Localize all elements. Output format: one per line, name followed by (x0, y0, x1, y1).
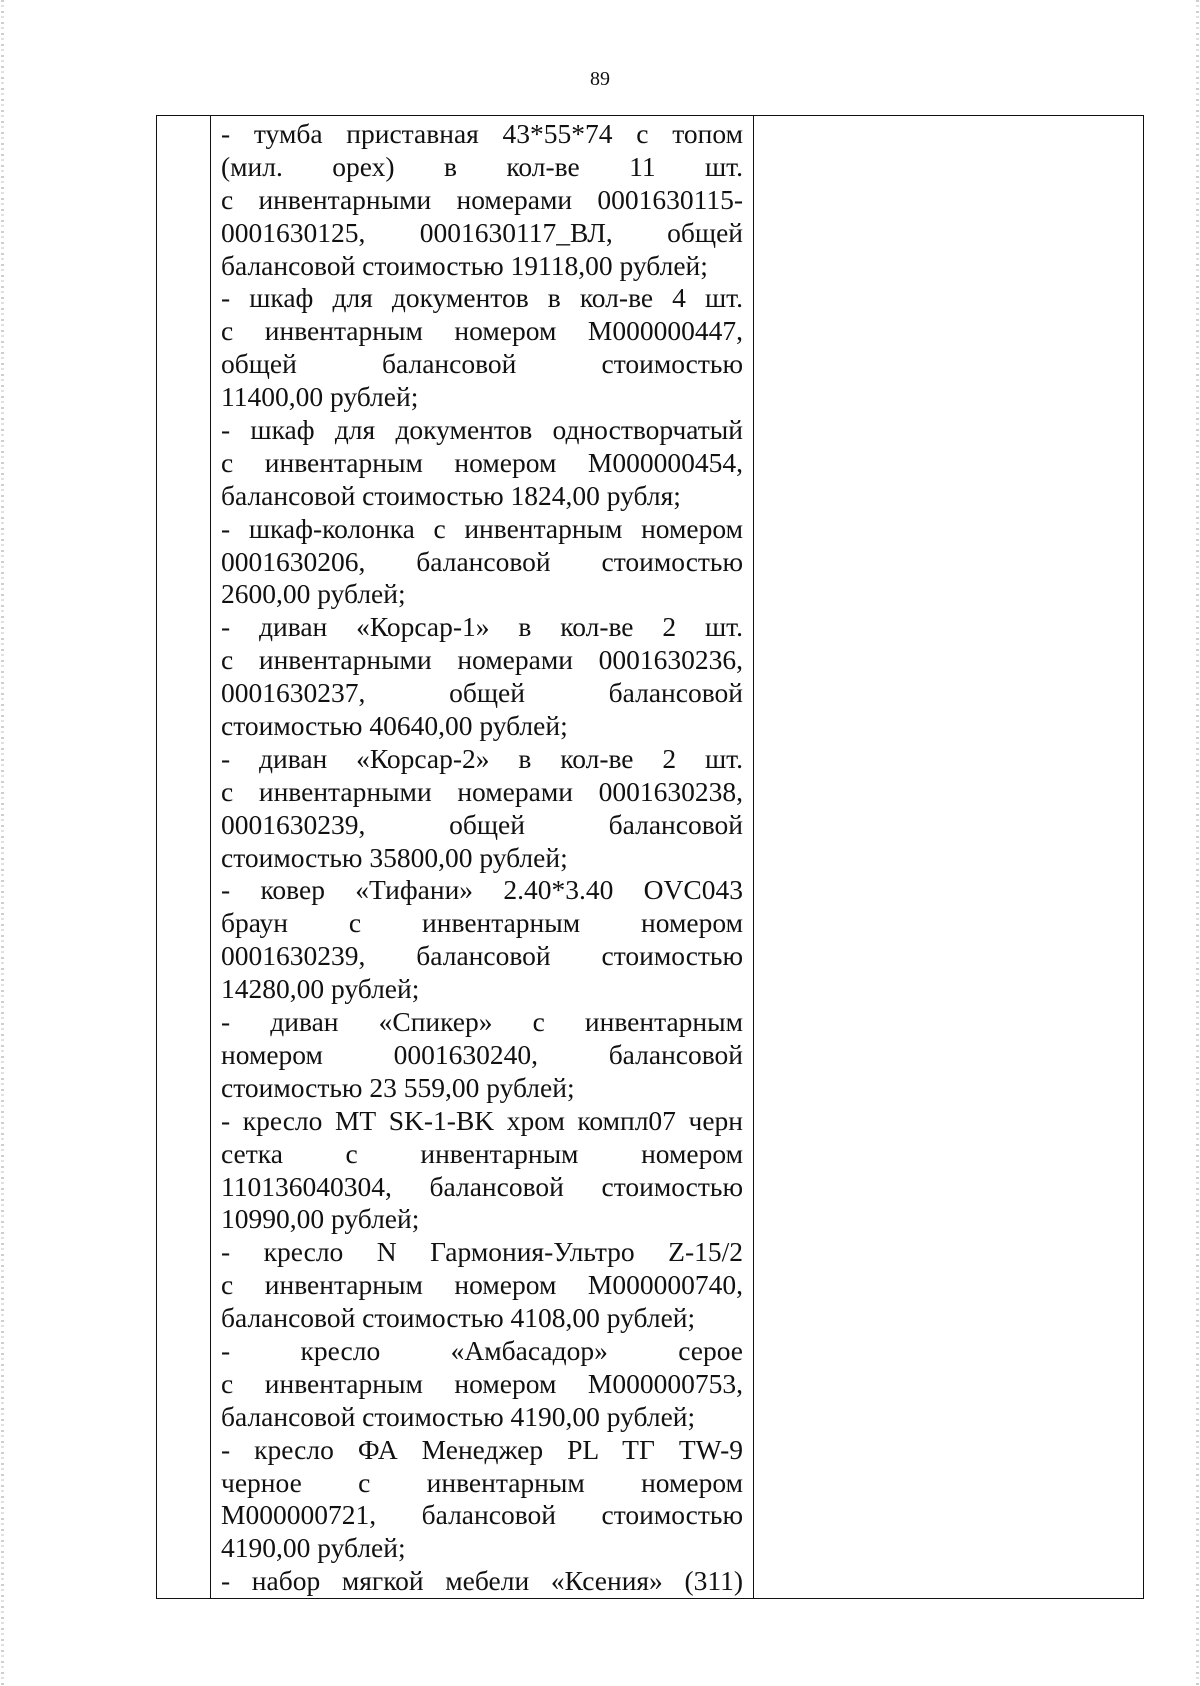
text-line: браун с инвентарным номером (221, 907, 743, 939)
text-line: 110136040304, балансовой стоимостью (221, 1170, 743, 1202)
text-line: 14280,00 рублей; (221, 973, 420, 1005)
text-line: - шкаф-колонка с инвентарным номером (221, 512, 743, 544)
text-line: с инвентарным номером М000000753, (221, 1367, 743, 1399)
text-line: с инвентарным номером М000000447, (221, 315, 743, 347)
text-line: с инвентарным номером М000000740, (221, 1269, 743, 1301)
text-line: с инвентарными номерами 0001630115- (221, 183, 743, 215)
text-line: 2600,00 рублей; (221, 578, 406, 610)
table-row (157, 116, 1144, 1599)
text-line: с инвентарным номером М000000454, (221, 446, 743, 478)
text-line: балансовой стоимостью 1824,00 рубля; (221, 479, 681, 511)
text-line: 0001630125, 0001630117_ВЛ, общей (221, 216, 743, 248)
text-line: - кресло N Гармония-Ультро Z-15/2 (221, 1236, 743, 1268)
text-line: - кресло ФА Менеджер PL ТГ TW-9 (221, 1433, 743, 1465)
text-line: - шкаф для документов в кол-ве 4 шт. (221, 282, 743, 314)
text-line: - ковер «Тифани» 2.40*3.40 OVC043 (221, 874, 743, 906)
text-line: - кресло МТ SK-1-BK хром компл07 черн (221, 1104, 743, 1136)
text-line: балансовой стоимостью 4108,00 рублей; (221, 1302, 696, 1334)
text-line: - кресло «Амбасадор» серое (221, 1334, 743, 1366)
text-line: балансовой стоимостью 4190,00 рублей; (221, 1400, 696, 1432)
text-line: 0001630239, балансовой стоимостью (221, 940, 743, 972)
text-line: - набор мягкой мебели «Ксения» (311) (221, 1565, 743, 1597)
text-line: - диван «Корсар-1» в кол-ве 2 шт. (221, 611, 743, 643)
text-line: 0001630237, общей балансовой (221, 677, 743, 709)
text-line: - тумба приставная 43*55*74 с топом (221, 118, 743, 149)
text-line: стоимостью 23 559,00 рублей; (221, 1071, 575, 1103)
text-line: - диван «Спикер» с инвентарным (221, 1006, 743, 1038)
text-line: с инвентарными номерами 0001630236, (221, 644, 743, 676)
text-line: 0001630206, балансовой стоимостью (221, 545, 743, 577)
text-line: номером 0001630240, балансовой (221, 1038, 743, 1070)
text-line: черное с инвентарным номером (221, 1466, 743, 1498)
number-cell (157, 116, 211, 1599)
text-line: стоимостью 35800,00 рублей; (221, 841, 568, 873)
text-line: стоимостью 40640,00 рублей; (221, 710, 568, 742)
scan-edge-right (1196, 0, 1199, 1686)
text-line: 0001630239, общей балансовой (221, 808, 743, 840)
text-line: общей балансовой стоимостью (221, 348, 743, 380)
text-line: с инвентарными номерами 0001630238, (221, 775, 743, 807)
text-line: 4190,00 рублей; (221, 1532, 406, 1564)
text-line: 10990,00 рублей; (221, 1203, 420, 1235)
text-line: - шкаф для документов одностворчатый (221, 414, 743, 446)
text-line: балансовой стоимостью 19118,00 рублей; (221, 249, 708, 281)
description-lines (221, 118, 743, 1598)
page-number: 89 (590, 68, 610, 90)
inventory-table (156, 115, 1144, 1599)
scan-edge-left (1, 0, 4, 1686)
text-line: - диван «Корсар-2» в кол-ве 2 шт. (221, 742, 743, 774)
note-cell (754, 116, 1144, 1599)
text-line: сетка с инвентарным номером (221, 1137, 743, 1169)
description-cell (211, 116, 754, 1599)
text-line: (мил. орех) в кол-ве 11 шт. (221, 150, 743, 182)
text-line: М000000721, балансовой стоимостью (221, 1499, 743, 1531)
text-line: 11400,00 рублей; (221, 381, 419, 413)
